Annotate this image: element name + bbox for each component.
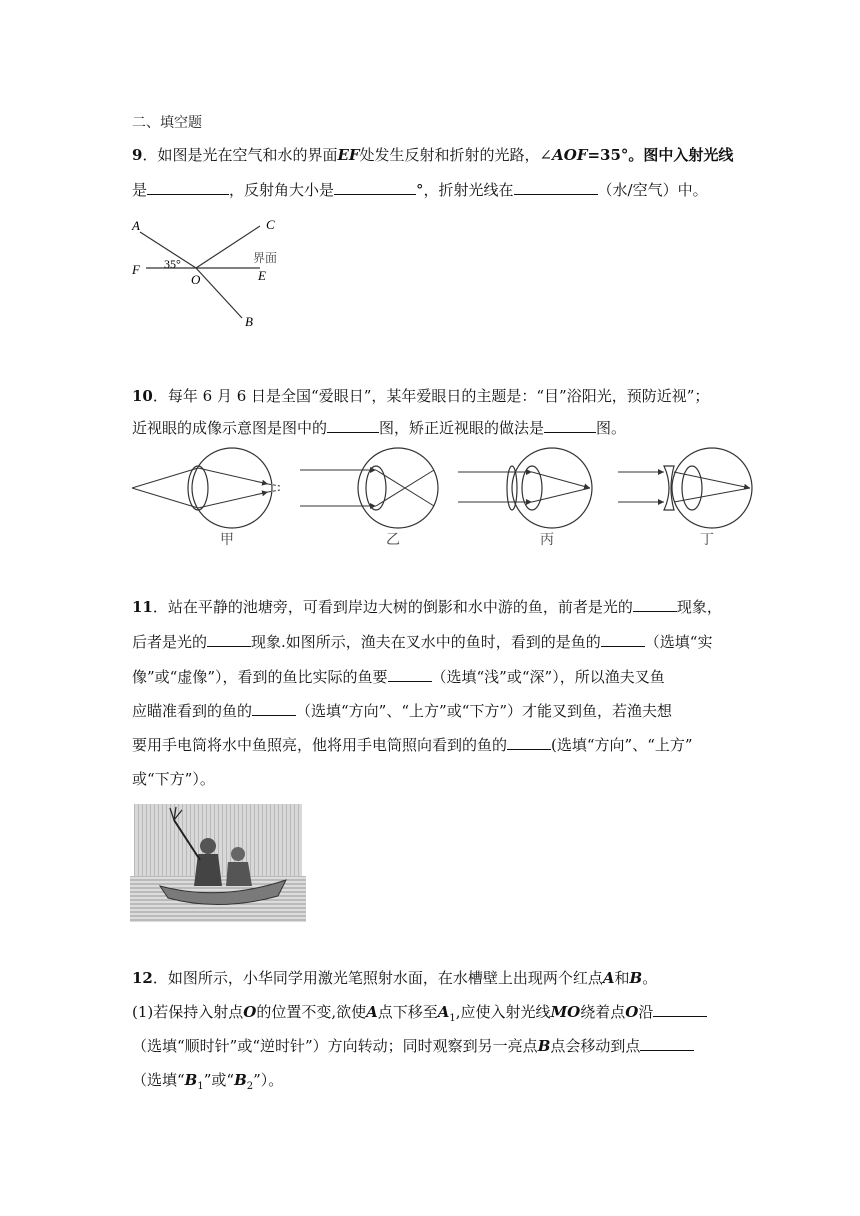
label-e: E [258,268,266,283]
q9-line-2 [132,180,708,200]
q11-text: 现象， [676,598,722,616]
angle-label: 35° [164,257,181,271]
label-yi: 乙 [386,533,400,548]
q11-text: 要用手电筒将水中鱼照亮，他将用手电筒照向看到的鱼的 [132,736,508,754]
q11-blank-3[interactable] [601,632,645,647]
q12-point-b2: B [234,1071,247,1089]
q11-text: （选填“方向”、“上方”或“下方”）才能叉到鱼，若渔夫想 [296,702,673,720]
q12-text: ．如图所示，小华同学用激光笔照射水面，在水槽壁上出现两个红点 [152,969,603,987]
q9-text: （水/空气）中。 [597,181,708,199]
q9-ef: EF [337,146,360,164]
q12-text: 的位置不变,欲使 [256,1003,367,1021]
q9-aof: AOF [552,146,588,164]
q12-point-b: B [537,1037,551,1055]
fisherman-illustration [130,802,310,924]
q9-number: 9 [132,146,143,164]
eye-jia [132,448,280,528]
q12-subscript: 1 [197,1081,204,1092]
q9-text: °，折射光线在 [416,181,514,199]
q12-text: ”）。 [253,1071,284,1089]
q11-number: 11 [132,598,153,616]
q12-line-3 [132,1036,694,1056]
q10-text: 近视眼的成像示意图是图中的 [132,419,328,437]
label-ding: 丁 [700,533,714,548]
q10-number: 10 [132,387,153,405]
q9-text: =35°。图中入射光线 [587,146,734,164]
q12-text: 沿 [638,1003,654,1021]
label-b: B [245,314,253,329]
q11-line-1 [132,597,722,617]
q9-blank-1[interactable] [147,180,229,195]
q12-point-o: O [625,1003,639,1021]
q11-text: 现象.如图所示，渔夫在叉水中的鱼时，看到的是鱼的 [251,633,601,651]
q9-blank-2[interactable] [334,180,416,195]
q12-ray-mo: MO [550,1003,581,1021]
q12-blank-1[interactable] [653,1002,707,1017]
q12-subscript: 1 [449,1013,456,1024]
q12-line-1 [132,968,657,988]
q12-text: 绕着点 [580,1003,626,1021]
q12-blank-2[interactable] [640,1036,694,1051]
q12-text: 。 [642,969,658,987]
q11-blank-6[interactable] [507,735,551,750]
q10-blank-2[interactable] [544,418,596,433]
q11-text: 应瞄准看到的鱼的 [132,702,253,720]
q9-text: 是 [132,181,148,199]
q10-eye-diagrams [128,440,768,552]
q12-text: （选填“ [132,1071,185,1089]
label-jia: 甲 [220,533,234,548]
q12-line-2 [132,1002,707,1029]
q12-text: 点下移至 [377,1003,438,1021]
q12-point-b1: B [184,1071,198,1089]
label-o: O [191,272,201,287]
q11-blank-5[interactable] [252,701,296,716]
q9-line-1 [132,145,733,165]
q10-line-2 [132,418,626,438]
q12-text: (1)若保持入射点 [132,1003,244,1021]
q9-text: 处发生反射和折射的光路，∠ [359,146,553,164]
q9-text: ，反射角大小是 [229,181,335,199]
q11-line-4 [132,701,672,721]
q11-text: （选填“浅”或“深”），所以渔夫叉鱼 [431,668,665,686]
eye-ding [618,448,752,528]
q12-point-o: O [243,1003,257,1021]
q9-reflection-diagram [128,214,298,334]
interface-label: 界面 [253,251,278,265]
q11-text: (选填“方向”、“上方” [551,736,693,754]
q10-text: 图。 [596,419,627,437]
q9-blank-3[interactable] [514,180,598,195]
q11-line-2 [132,632,712,652]
q12-text: 点会移动到点 [550,1037,641,1055]
q12-text: （选填“顺时针”或“逆时针”）方向转动；同时观察到另一亮点 [132,1037,538,1055]
q12-text: 和 [614,969,630,987]
label-a: A [132,218,140,233]
q12-point-a: A [366,1003,378,1021]
q11-text: 像”或“虚像”），看到的鱼比实际的鱼要 [132,668,388,686]
q12-text: ”或“ [203,1071,235,1089]
q12-subscript: 2 [246,1081,254,1092]
q12-point-a1: A [437,1003,450,1021]
q12-point-b: B [629,969,643,987]
q11-blank-2[interactable] [207,632,251,647]
label-f: F [132,262,140,277]
q10-blank-1[interactable] [327,418,379,433]
q11-text: 后者是光的 [132,633,208,651]
q11-line-3 [132,667,665,687]
section-title: 二、填空题 [132,115,202,131]
q11-text: ．站在平静的池塘旁，可看到岸边大树的倒影和水中游的鱼，前者是光的 [152,598,633,616]
q11-line-5 [132,735,693,755]
q12-number: 12 [132,969,153,987]
q11-text: （选填“实 [644,633,713,651]
q9-text: ．如图是光在空气和水的界面 [142,146,338,164]
q11-blank-1[interactable] [633,597,677,612]
eye-bing [458,448,592,528]
q11-blank-4[interactable] [388,667,432,682]
q10-text: ．每年 6 月 6 日是全国“爱眼日”，某年爱眼日的主题是：“目”浴阳光，预防近视”； [152,387,710,405]
label-c: C [266,217,275,232]
eye-yi [300,448,438,528]
q11-text: 或“下方”）。 [132,770,215,788]
q12-line-4 [132,1070,283,1097]
q11-line-6 [132,769,215,789]
q12-text: ,应使入射光线 [455,1003,551,1021]
label-bing: 丙 [540,533,554,548]
q10-line-1 [132,386,709,406]
q12-point-a: A [602,969,615,987]
q10-text: 图，矫正近视眼的做法是 [379,419,545,437]
